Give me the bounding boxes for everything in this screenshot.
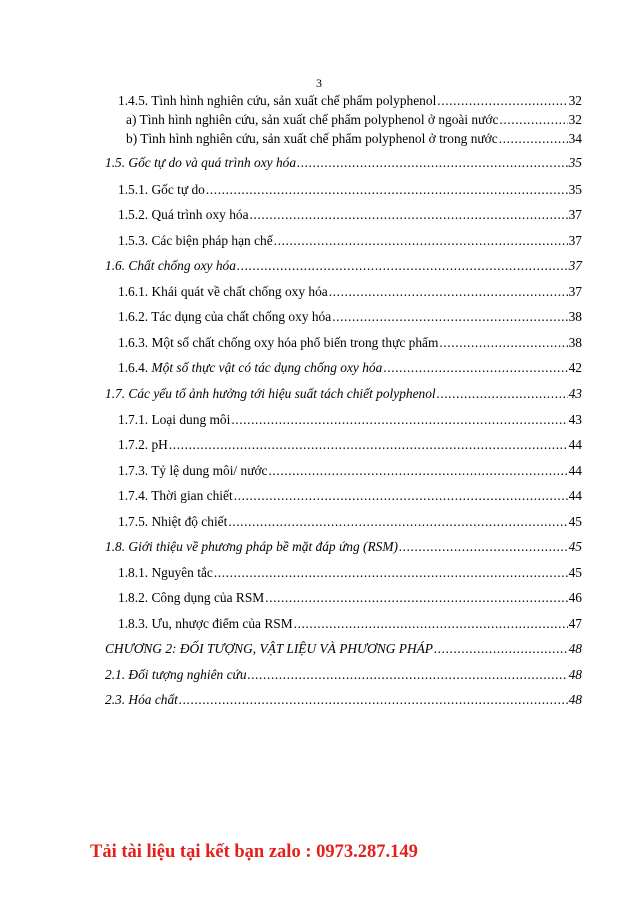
dot-leader (332, 309, 567, 325)
toc-entry-page: 38 (568, 309, 582, 324)
toc-entry-1-6-2[interactable] (118, 309, 582, 325)
toc-entry-page: 42 (568, 360, 582, 375)
toc-entry-page: 37 (568, 258, 582, 273)
dot-leader (214, 565, 568, 581)
toc-entry-1-7[interactable] (105, 386, 582, 402)
toc-entry-1-6-1[interactable] (118, 284, 582, 300)
dot-leader (250, 207, 568, 223)
dot-leader (265, 590, 567, 606)
toc-entry-2-3[interactable] (105, 692, 582, 708)
dot-leader (179, 692, 568, 708)
toc-entry-page: 44 (568, 488, 582, 503)
toc-entry-title: 1.7.1. Loại dung môi (118, 412, 231, 427)
toc-entry-page: 37 (568, 233, 582, 248)
toc-entry-page: 45 (568, 565, 582, 580)
toc-entry-page: 45 (568, 539, 582, 554)
toc-entry-title: 1.8.3. Ưu, nhược điểm của RSM (118, 616, 293, 631)
dot-leader (268, 463, 567, 479)
toc-entry-page: 35 (568, 155, 582, 170)
toc-entry-1-4-5-b[interactable] (126, 131, 582, 147)
toc-entry-title: 1.6.3. Một số chất chống oxy hóa phổ biến trong thực phẩm (118, 335, 439, 350)
dot-leader (231, 412, 567, 428)
toc-entry-1-5-2[interactable] (118, 207, 582, 223)
toc-entry-title: 1.5.2. Quá trình oxy hóa (118, 207, 249, 222)
toc-entry-title: CHƯƠNG 2: ĐỐI TƯỢNG, VẬT LIỆU VÀ PHƯƠNG PHÁP (105, 641, 433, 656)
toc-entry-title: 1.6.2. Tác dụng của chất chống oxy hóa (118, 309, 332, 324)
toc-entry-title: 1.5.1. Gốc tự do (118, 182, 205, 197)
toc-entry-1-8-2[interactable] (118, 590, 582, 606)
dot-leader (499, 112, 567, 128)
toc-entry-1-6[interactable] (105, 258, 582, 274)
toc-entry-page: 37 (568, 207, 582, 222)
toc-entry-page: 47 (568, 616, 582, 631)
download-contact-note: Tải tài liệu tại kết bạn zalo : 0973.287.149 (90, 842, 418, 862)
toc-entry-title: 1.7.5. Nhiệt độ chiết (118, 514, 228, 529)
toc-entry-1-6-4[interactable] (118, 360, 582, 376)
toc-entry-italic-title: Một số thực vật có tác dụng chống oxy hóa (151, 360, 383, 375)
toc-entry-page: 32 (568, 93, 582, 108)
toc-entry-title: 1.7. Các yếu tố ảnh hưởng tới hiệu suất tách chiết polyphenol (105, 386, 436, 401)
dot-leader (206, 182, 568, 198)
toc-entry-1-5-3[interactable] (118, 233, 582, 249)
toc-entry-page: 38 (568, 335, 582, 350)
toc-entry-page: 34 (568, 131, 582, 146)
dot-leader (294, 616, 568, 632)
toc-entry-1-4-5-a[interactable] (126, 112, 582, 128)
dot-leader (434, 641, 568, 657)
toc-entry-1-8-1[interactable] (118, 565, 582, 581)
toc-entry-page: 48 (568, 692, 582, 707)
toc-entry-title: 1.6.1. Khái quát về chất chống oxy hóa (118, 284, 328, 299)
dot-leader (439, 335, 567, 351)
toc-entry-1-5-1[interactable] (118, 182, 582, 198)
toc-entry-page: 45 (568, 514, 582, 529)
toc-entry-title: 2.3. Hóa chất (105, 692, 178, 707)
dot-leader (237, 258, 568, 274)
dot-leader (274, 233, 568, 249)
dot-leader (248, 667, 568, 683)
toc-entry-page: 37 (568, 284, 582, 299)
toc-entry-1-7-2[interactable] (118, 437, 582, 453)
page-number: 3 (316, 76, 322, 90)
toc-entry-title: 1.6. Chất chống oxy hóa (105, 258, 236, 273)
toc-entry-title: 1.4.5. Tình hình nghiên cứu, sản xuất chế phẩm polyphenol (118, 93, 437, 108)
toc-entry-page: 46 (568, 590, 582, 605)
toc-entry-2-1[interactable] (105, 667, 582, 683)
dot-leader (499, 131, 568, 147)
dot-leader (437, 93, 567, 109)
toc-entry-1-8-3[interactable] (118, 616, 582, 632)
toc-entry-title: b) Tình hình nghiên cứu, sản xuất chế phẩm polyphenol ở trong nước (126, 131, 498, 146)
dot-leader (169, 437, 568, 453)
toc-entry-title: 2.1. Đối tượng nghiên cứu (105, 667, 247, 682)
toc-entry-1-7-3[interactable] (118, 463, 582, 479)
toc-entry-page: 35 (568, 182, 582, 197)
toc-entry-page: 48 (568, 667, 582, 682)
toc-entry-title: a) Tình hình nghiên cứu, sản xuất chế phẩm polyphenol ở ngoài nước (126, 112, 499, 127)
toc-entry-title: 1.5. Gốc tự do và quá trình oxy hóa (105, 155, 297, 170)
dot-leader (329, 284, 568, 300)
toc-entry-title: 1.7.3. Tỷ lệ dung môi/ nước (118, 463, 268, 478)
toc-entry-number: 1.6.4. (118, 360, 152, 375)
dot-leader (297, 155, 568, 171)
toc-entry-title: 1.8. Giới thiệu về phương pháp bề mặt đáp ứng (RSM) (105, 539, 398, 554)
toc-entry-title: 1.7.4. Thời gian chiết (118, 488, 233, 503)
dot-leader (383, 360, 567, 376)
dot-leader (437, 386, 568, 402)
toc-entry-page: 48 (568, 641, 582, 656)
toc-entry-chapter-2[interactable] (105, 641, 582, 657)
toc-entry-1-7-4[interactable] (118, 488, 582, 504)
toc-entry-page: 43 (568, 412, 582, 427)
toc-entry-title: 1.5.3. Các biện pháp hạn chế (118, 233, 273, 248)
dot-leader (228, 514, 567, 530)
toc-entry-page: 43 (568, 386, 582, 401)
toc-entry-title (118, 360, 382, 376)
toc-entry-page: 44 (568, 437, 582, 452)
dot-leader (399, 539, 568, 555)
toc-entry-title: 1.7.2. pH (118, 437, 168, 452)
toc-entry-page: 32 (568, 112, 582, 127)
toc-entry-1-4-5[interactable] (118, 93, 582, 109)
dot-leader (234, 488, 568, 504)
toc-entry-1-7-5[interactable] (118, 514, 582, 530)
toc-entry-1-8[interactable] (105, 539, 582, 555)
toc-entry-page: 44 (568, 463, 582, 478)
toc-entry-title: 1.8.2. Công dụng của RSM (118, 590, 265, 605)
toc-entry-1-5[interactable] (105, 155, 582, 171)
toc-entry-title: 1.8.1. Nguyên tắc (118, 565, 213, 580)
toc-entry-1-6-3[interactable] (118, 335, 582, 351)
toc-entry-1-7-1[interactable] (118, 412, 582, 428)
